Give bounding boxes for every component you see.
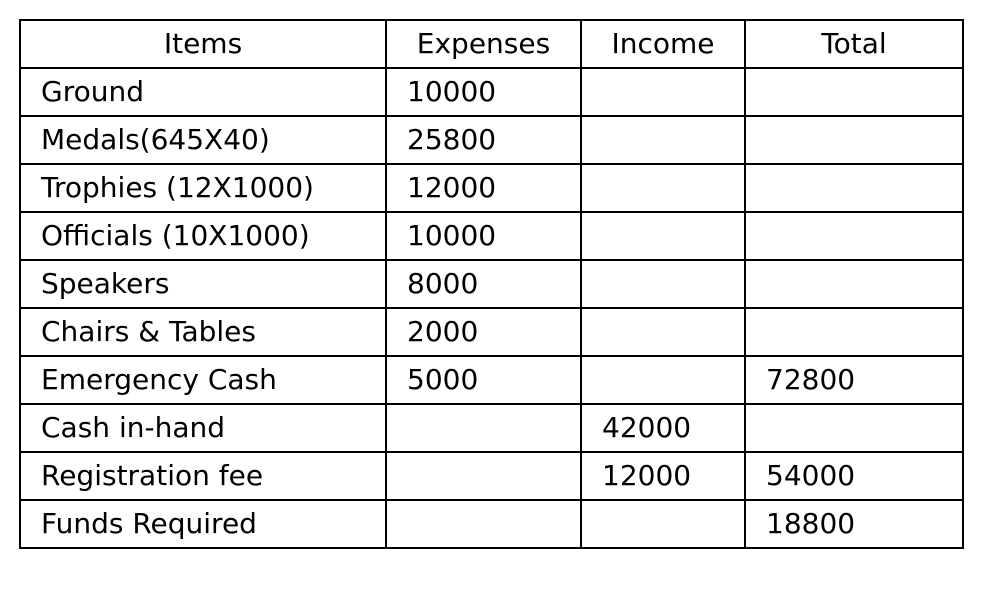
header-expenses: Expenses [386, 20, 581, 68]
header-items: Items [20, 20, 386, 68]
expense-cell [386, 500, 581, 548]
item-cell: Registration fee [20, 452, 386, 500]
expense-cell: 25800 [386, 116, 581, 164]
item-cell: Medals(645X40) [20, 116, 386, 164]
table-row [20, 260, 963, 308]
item-cell: Speakers [20, 260, 386, 308]
income-cell: 42000 [581, 404, 745, 452]
item-cell: Cash in-hand [20, 404, 386, 452]
total-cell [745, 116, 963, 164]
item-cell: Funds Required [20, 500, 386, 548]
header-income: Income [581, 20, 745, 68]
expense-cell: 10000 [386, 212, 581, 260]
table-row [20, 452, 963, 500]
income-cell [581, 356, 745, 404]
header-row [20, 20, 963, 68]
income-cell [581, 260, 745, 308]
income-cell [581, 212, 745, 260]
table-row [20, 356, 963, 404]
total-cell [745, 164, 963, 212]
table-row [20, 68, 963, 116]
table-row [20, 212, 963, 260]
expense-cell: 5000 [386, 356, 581, 404]
total-cell: 54000 [745, 452, 963, 500]
expense-cell [386, 452, 581, 500]
total-cell [745, 212, 963, 260]
expense-cell [386, 404, 581, 452]
table-row [20, 404, 963, 452]
income-cell [581, 68, 745, 116]
table-row [20, 500, 963, 548]
table-row [20, 116, 963, 164]
expense-cell: 10000 [386, 68, 581, 116]
item-cell: Chairs & Tables [20, 308, 386, 356]
income-cell [581, 500, 745, 548]
total-cell: 72800 [745, 356, 963, 404]
item-cell: Officials (10X1000) [20, 212, 386, 260]
item-cell: Ground [20, 68, 386, 116]
income-cell [581, 164, 745, 212]
total-cell [745, 68, 963, 116]
income-cell: 12000 [581, 452, 745, 500]
total-cell [745, 404, 963, 452]
budget-table [19, 19, 964, 549]
item-cell: Trophies (12X1000) [20, 164, 386, 212]
item-cell: Emergency Cash [20, 356, 386, 404]
header-total: Total [745, 20, 963, 68]
expense-cell: 2000 [386, 308, 581, 356]
table-row [20, 164, 963, 212]
total-cell [745, 260, 963, 308]
total-cell [745, 308, 963, 356]
total-cell: 18800 [745, 500, 963, 548]
expense-cell: 12000 [386, 164, 581, 212]
income-cell [581, 116, 745, 164]
table-row [20, 308, 963, 356]
income-cell [581, 308, 745, 356]
expense-cell: 8000 [386, 260, 581, 308]
